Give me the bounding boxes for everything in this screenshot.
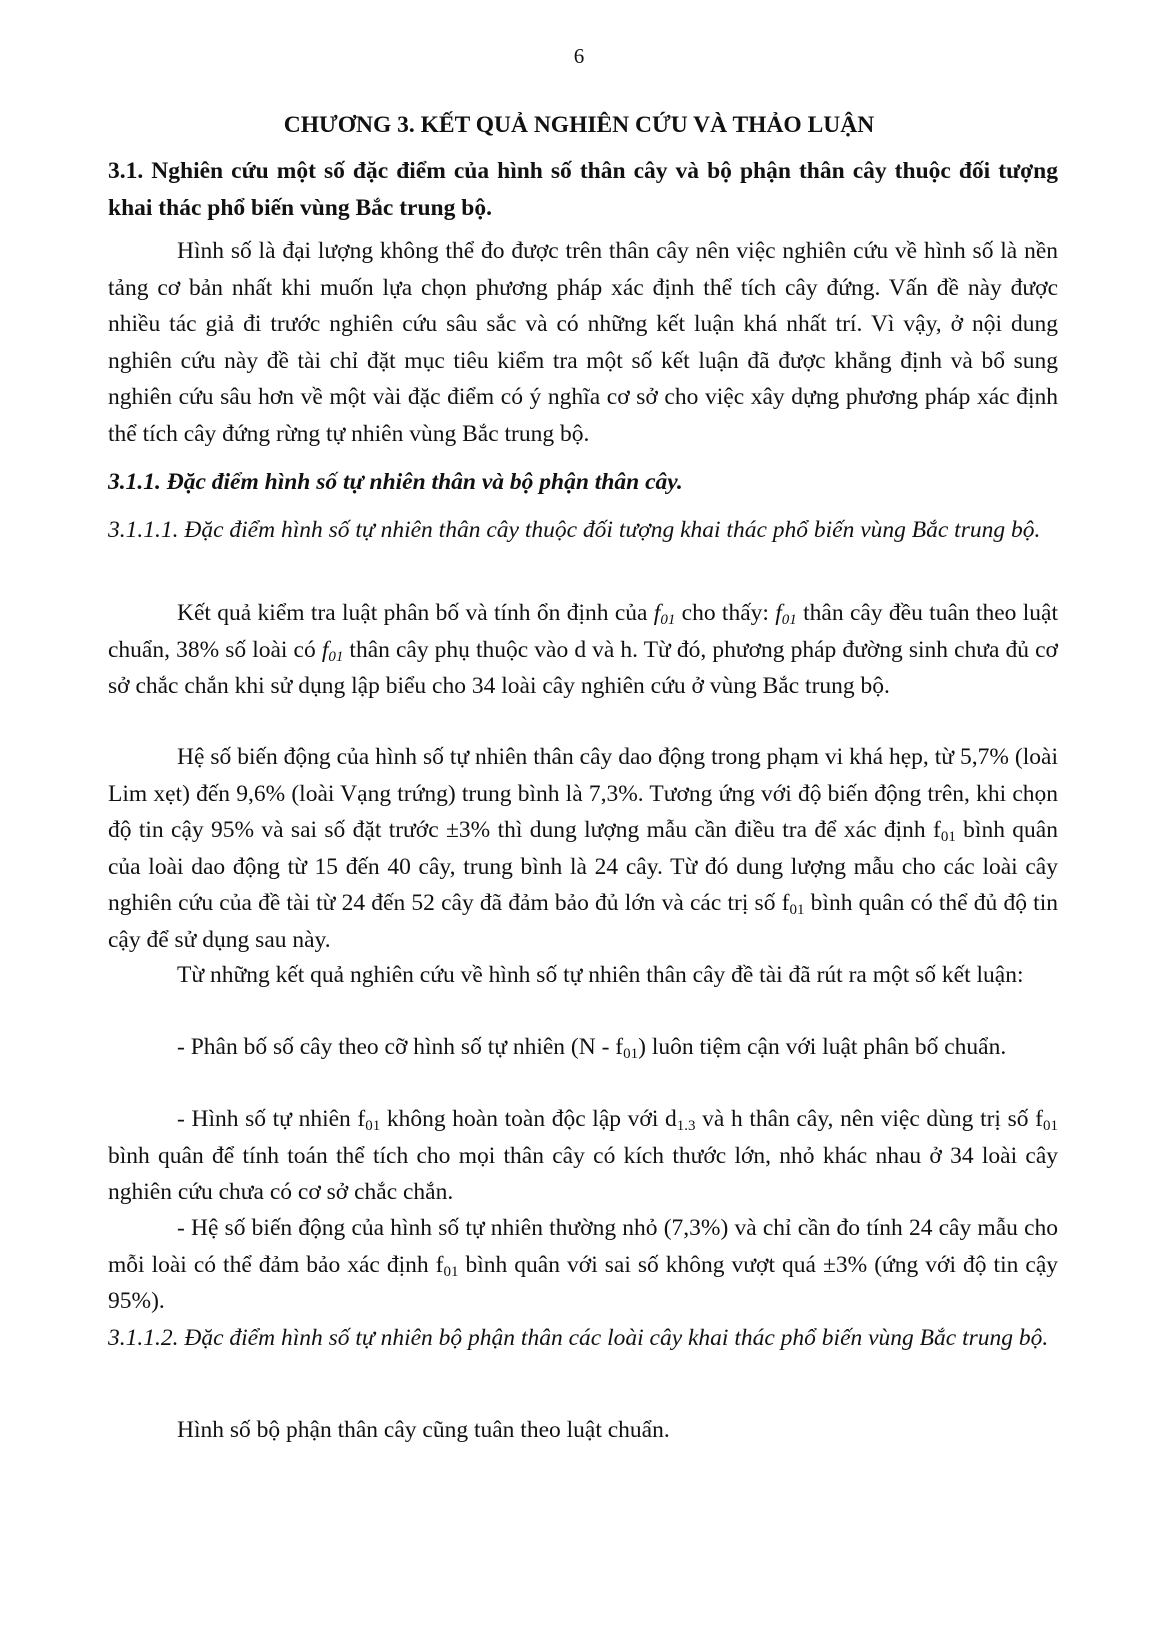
paragraph-conclusions-intro: Từ những kết quả nghiên cứu về hình số tự nhiên thân cây đề tài đã rút ra một số kết luận: xyxy=(177,962,1024,988)
final-paragraph: Hình số bộ phận thân cây cũng tuân theo luật chuẩn. xyxy=(177,1417,670,1443)
chapter-title: CHƯƠNG 3. KẾT QUẢ NGHIÊN CỨU VÀ THẢO LUẬN xyxy=(283,112,875,138)
conclusion-item-1: - Phân bố số cây theo cỡ hình số tự nhiên $(N - f_{01})$ luôn tiệm cận với luật phân bố chuẩn. xyxy=(177,1034,1007,1062)
page-number: 6 xyxy=(573,44,585,68)
section-heading-3-1-1-2: 3.1.1.2. Đặc điểm hình số tự nhiên bộ phận thân các loài cây khai thác phổ biến vùng Bắc trung bộ. xyxy=(108,1325,1049,1351)
conclusion-item-3: - Hệ số biến động của hình số tự nhiên thường nhỏ (7,3%) và chỉ cần đo tính 24 cây mẫu cho mỗi loài có thể đảm bảo xác định $f_{01}$ bình quân với sai số không vượt quá ±3% (ứng với độ tin cậy 95%). xyxy=(108,1215,1059,1314)
section-heading-3-1-1: 3.1.1. Đặc điểm hình số tự nhiên thân và bộ phận thân cây. xyxy=(108,469,683,495)
intro-paragraph: Hình số là đại lượng không thể đo được trên thân cây nên việc nghiên cứu về hình số là nền tảng cơ bản nhất khi muốn lựa chọn phương pháp xác định thể tích cây đứng. Vấn đề này được nhiều tác giả đi trước nghiên cứu sâu sắc và có những kết luận khá nhất trí. Vì vậy, ở nội dung nghiên cứu này đề tài chỉ đặt mục tiêu kiểm tra một số kết luận đã được khẳng định và bổ sung nghiên cứu sâu hơn về một vài đặc điểm có ý nghĩa cơ sở cho việc xây dựng phương pháp xác định thể tích cây đứng rừng tự nhiên vùng Bắc trung bộ. xyxy=(108,238,1058,447)
conclusion-item-2: - Hình số tự nhiên $f_{01}$ không hoàn toàn độc lập với $d_{1.3}$ và h thân cây, nên việc dùng trị số $f_{01}$ bình quân để tính toán thể tích cho mọi thân cây có kích thước lớn, nhỏ khác nhau ở 34 loài cây nghiên cứu chưa có cơ sở chắc chắn. xyxy=(108,1106,1058,1205)
paragraph-distribution-test: Kết quả kiểm tra luật phân bố và tính ổn định của $f_{01}$ cho thấy: $f_{01}$ thân cây đều tuân theo luật chuẩn, 38% số loài có $f_{01}$ thân cây phụ thuộc vào d và h. Từ đó, phương pháp đường sinh chưa đủ cơ sở chắc chắn khi sử dụng lập biểu cho 34 loài cây nghiên cứu ở vùng Bắc trung bộ. xyxy=(108,600,1058,699)
section-heading-3-1: 3.1. Nghiên cứu một số đặc điểm của hình số thân cây và bộ phận thân cây thuộc đối tượng khai thác phổ biến vùng Bắc trung bộ. xyxy=(108,158,1058,221)
section-heading-3-1-1-1: 3.1.1.1. Đặc điểm hình số tự nhiên thân cây thuộc đối tượng khai thác phổ biến vùng Bắc trung bộ. xyxy=(108,517,1041,543)
paragraph-variation-coefficient: Hệ số biến động của hình số tự nhiên thân cây dao động trong phạm vi khá hẹp, từ 5,7% (loài Lim xẹt) đến 9,6% (loài Vạng trứng) trung bình là 7,3%. Tương ứng với độ biến động trên, khi chọn độ tin cậy 95% và sai số đặt trước ±3% thì dung lượng mẫu cần điều tra để xác định $f_{01}$ bình quân của loài dao động từ 15 đến 40 cây, trung bình là 24 cây. Từ đó dung lượng mẫu cho các loài cây nghiên cứu của đề tài từ 24 đến 52 cây đã đảm bảo đủ lớn và các trị số $f_{01}$ bình quân có thể đủ độ tin cậy để sử dụng sau này. xyxy=(108,744,1058,953)
